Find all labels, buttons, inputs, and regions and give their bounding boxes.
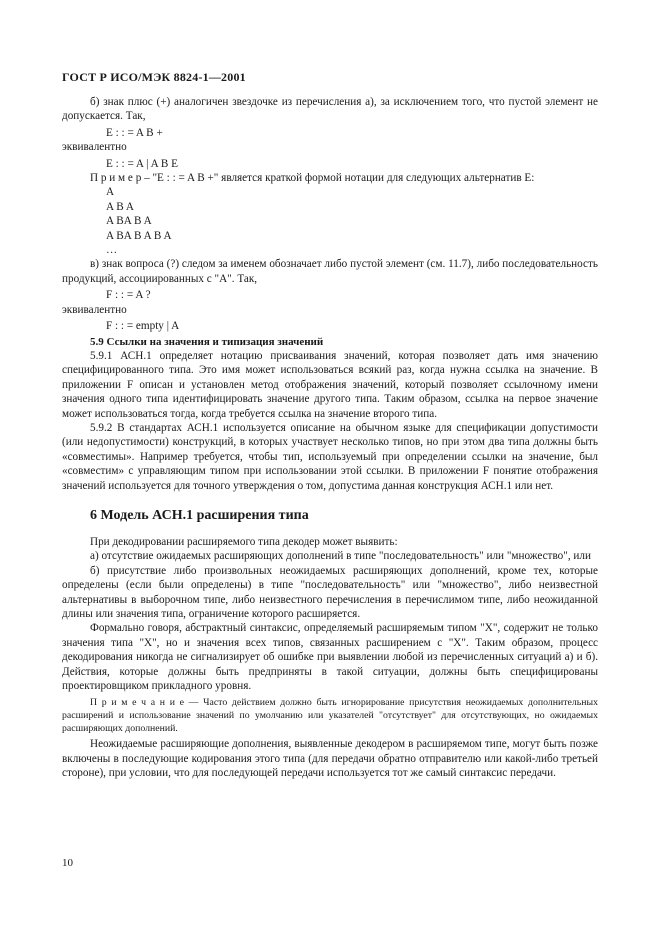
- alternative-item: A B A: [106, 200, 134, 213]
- paragraph-6-formal: Формально говоря, абстрактный синтаксис, определяемый расширяемым типом "X", содержит не только значения типа "X", но и значения всех типов, связанных расширением с "X". Таким образом, процесс декодирования никогда не сигнализирует об ошибке при выявлении любой из перечисленных ситуаций а) и б). Действия, которые должны быть предприняты в такой ситуации, должны быть специфицированы проектировщиком прикладного уровня.: [62, 622, 598, 693]
- paragraph-6-a: а) отсутствие ожидаемых расширяющих дополнений в типе "последовательность" или "множество", или: [90, 550, 591, 563]
- alternative-item: A: [106, 186, 115, 199]
- document-header: ГОСТ Р ИСО/МЭК 8824-1—2001: [62, 70, 246, 84]
- note-paragraph: [62, 696, 598, 735]
- example-label: П р и м е р: [90, 172, 142, 185]
- code-plus-definition: E : : = A B +: [106, 126, 163, 139]
- equivalence-label: эквивалентно: [62, 141, 127, 154]
- paragraph-v: в) знак вопроса (?) следом за именем обозначает либо пустой элемент (см. 11.7), либо последовательность продукций, ассоциированных с "A". Так,: [62, 258, 598, 285]
- code-question-equivalent: F : : = empty | A: [106, 320, 180, 333]
- note-text: — Часто действием должно быть игнорирование присутствия неожидаемых дополнительных расширений и использование значений по умолчанию или указателей "отсутствует" для отсутствующих, но ожидаемых расширяющих дополнений.: [62, 697, 598, 735]
- paragraph-b: б) знак плюс (+) аналогичен звездочке из перечисления а), за исключением того, что пустой элемент не допускается. Так,: [62, 96, 598, 123]
- example-paragraph: [62, 171, 598, 185]
- page-body: [62, 95, 598, 781]
- paragraph-5-9-1: 5.9.1 АСН.1 определяет нотацию присваивания значений, которая позволяет дать имя значению специфицированного типа. Это имя может использоваться всякий раз, когда нужна ссылка на значение. В приложении F описан и установлен метод отображения значений, который позволяет ссылочному имени значения одного типа идентифицировать значение другого типа. Таким образом, ссылка на первое значение может использоваться тогда, когда требуется ссылка на значение второго типа.: [62, 349, 598, 420]
- section-6-heading: 6 Модель АСН.1 расширения типа: [90, 507, 309, 523]
- subsection-5-9-heading: 5.9 Ссылки на значения и типизация значений: [90, 335, 324, 348]
- paragraph-6-b: б) присутствие либо произвольных неожидаемых расширяющих дополнений, кроме тех, которые определены (если были определены) в типе "последовательность" или "множество", либо неизвестной альтернативы в выборочном типе, либо неизвестного перечисления в перечислимом типе, либо неожиданной длины или значения типа, ограничение которого расширяется.: [62, 564, 598, 620]
- example-text: – "E : : = A B +" является краткой формой нотации для следующих альтернатив E:: [141, 172, 535, 185]
- paragraph-6-intro: При декодировании расширяемого типа декодер может выявить:: [90, 535, 398, 548]
- paragraph-5-9-2: 5.9.2 В стандартах АСН.1 используется описание на обычном языке для спецификации допустимости (или недопустимости) конструкций, в которых участвует несколько типов, но при этом два типа должны быть «совместимы». Например требуется, чтобы тип, используемый при определении ссылки на значение, был «совместим» с управляющим типом при использовании этой ссылки. В приложении F понятие отображения значений используется для точного утверждения о том, допустима данная конструкция АСН.1 или нет.: [62, 421, 598, 492]
- paragraph-6-last: Неожидаемые расширяющие дополнения, выявленные декодером в расширяемом типе, могут быть позже включены в последующие кодирования этого типа (для передачи обратно отправителю или какой-либо третьей стороне), при условии, что для последующей передачи используется тот же самый синтаксис передачи.: [62, 738, 598, 780]
- alternative-item: …: [106, 244, 118, 257]
- note-label: П р и м е ч а н и е: [90, 697, 184, 709]
- code-question-definition: F : : = A ?: [106, 289, 151, 302]
- equivalence-label: эквивалентно: [62, 303, 127, 316]
- alternative-item: A BA B A: [106, 215, 152, 228]
- alternative-item: A BA B A B A: [106, 229, 172, 242]
- page-number: 10: [62, 857, 73, 869]
- code-plus-equivalent: E : : = A | A B E: [106, 157, 178, 170]
